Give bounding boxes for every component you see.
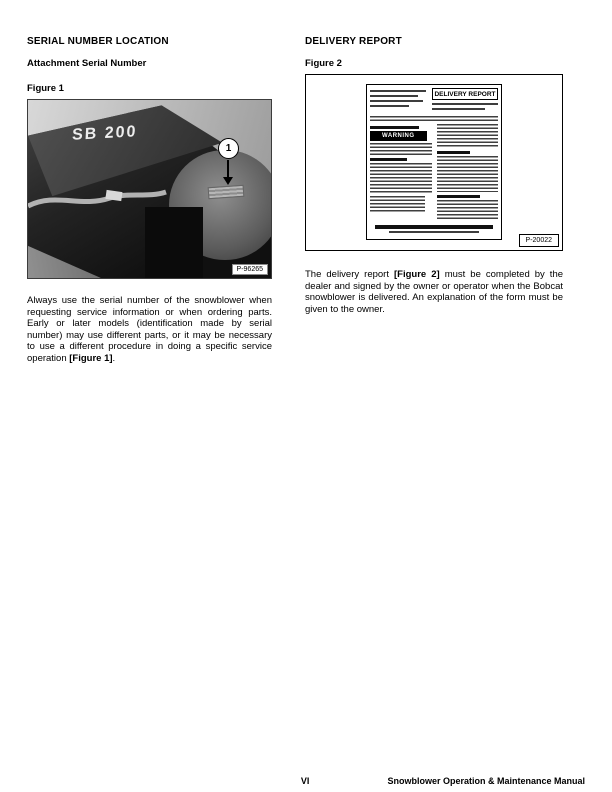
form-field-line bbox=[370, 105, 409, 107]
form-text-lines bbox=[437, 156, 499, 192]
form-text-lines bbox=[370, 143, 432, 155]
right-column bbox=[305, 36, 563, 364]
figure2-photo-ref: P-20022 bbox=[519, 234, 559, 247]
form-text-lines bbox=[437, 200, 499, 220]
form-header-title-area bbox=[432, 88, 498, 113]
hose-graphic bbox=[28, 178, 168, 238]
left-body-text-1: Always use the serial number of the snowblower when requesting service information or when ordering parts. Early or later models (identification made by serial number) may use different parts, or it may be necessary to use a different procedure in doing a specific service operation bbox=[27, 295, 272, 364]
figure1-reference: [Figure 1] bbox=[69, 352, 113, 364]
left-body-text-2: . bbox=[112, 352, 116, 364]
form-right-column bbox=[437, 124, 499, 223]
right-body-text-1: The delivery report bbox=[305, 269, 394, 280]
section-title-serial-number-location: SERIAL NUMBER LOCATION bbox=[27, 36, 169, 47]
subsection-title-attachment-serial-number: Attachment Serial Number bbox=[27, 58, 147, 69]
right-body-paragraph bbox=[305, 269, 563, 315]
warning-box: WARNING bbox=[370, 131, 427, 141]
figure1-photo-ref: P-96265 bbox=[232, 264, 268, 275]
form-rule-bar bbox=[370, 126, 419, 129]
form-field-line bbox=[370, 100, 423, 102]
form-field-line bbox=[389, 231, 479, 233]
form-rule-bar bbox=[437, 195, 480, 198]
form-text-lines bbox=[370, 196, 425, 212]
form-header-fields bbox=[370, 88, 426, 113]
figure2-frame bbox=[305, 74, 563, 251]
manual-title: Snowblower Operation & Maintenance Manual bbox=[387, 776, 585, 786]
left-column bbox=[27, 36, 272, 364]
callout-1-marker: 1 bbox=[218, 138, 239, 159]
form-title-box: DELIVERY REPORT bbox=[432, 88, 498, 100]
page-number: VI bbox=[300, 776, 310, 786]
page-footer bbox=[0, 776, 612, 788]
figure1-label: Figure 1 bbox=[27, 83, 64, 94]
delivery-report-form bbox=[366, 84, 502, 240]
right-body-text-2: must be completed by the dealer and signed by the owner or operator when the Bobcat snowblower is delivered. An explanation of the form must be given to the owner. bbox=[305, 269, 564, 315]
section-title-delivery-report: DELIVERY REPORT bbox=[305, 36, 402, 47]
callout-arrowhead bbox=[223, 177, 233, 185]
form-rule-bar bbox=[375, 225, 493, 229]
form-rule-bar bbox=[437, 151, 471, 154]
form-field-line bbox=[370, 95, 418, 97]
form-text-lines bbox=[370, 163, 432, 193]
form-text-lines bbox=[370, 116, 498, 121]
left-body-paragraph bbox=[27, 295, 272, 364]
form-rule-bar bbox=[370, 158, 407, 161]
figure2-reference: [Figure 2] bbox=[394, 269, 440, 280]
form-field-line bbox=[432, 103, 498, 105]
form-footer bbox=[370, 223, 498, 236]
form-columns bbox=[370, 124, 498, 223]
form-field-line bbox=[370, 90, 426, 92]
serial-number-plate bbox=[208, 185, 245, 199]
figure1-photo bbox=[27, 99, 272, 279]
form-text-lines bbox=[437, 124, 499, 148]
figure2-label: Figure 2 bbox=[305, 58, 342, 69]
machine-model-text: SB 200 bbox=[71, 123, 138, 144]
callout-arrow-line bbox=[227, 160, 229, 177]
form-header bbox=[370, 88, 498, 113]
form-left-column bbox=[370, 124, 432, 223]
page-content bbox=[0, 0, 612, 364]
form-field-line bbox=[432, 108, 485, 110]
